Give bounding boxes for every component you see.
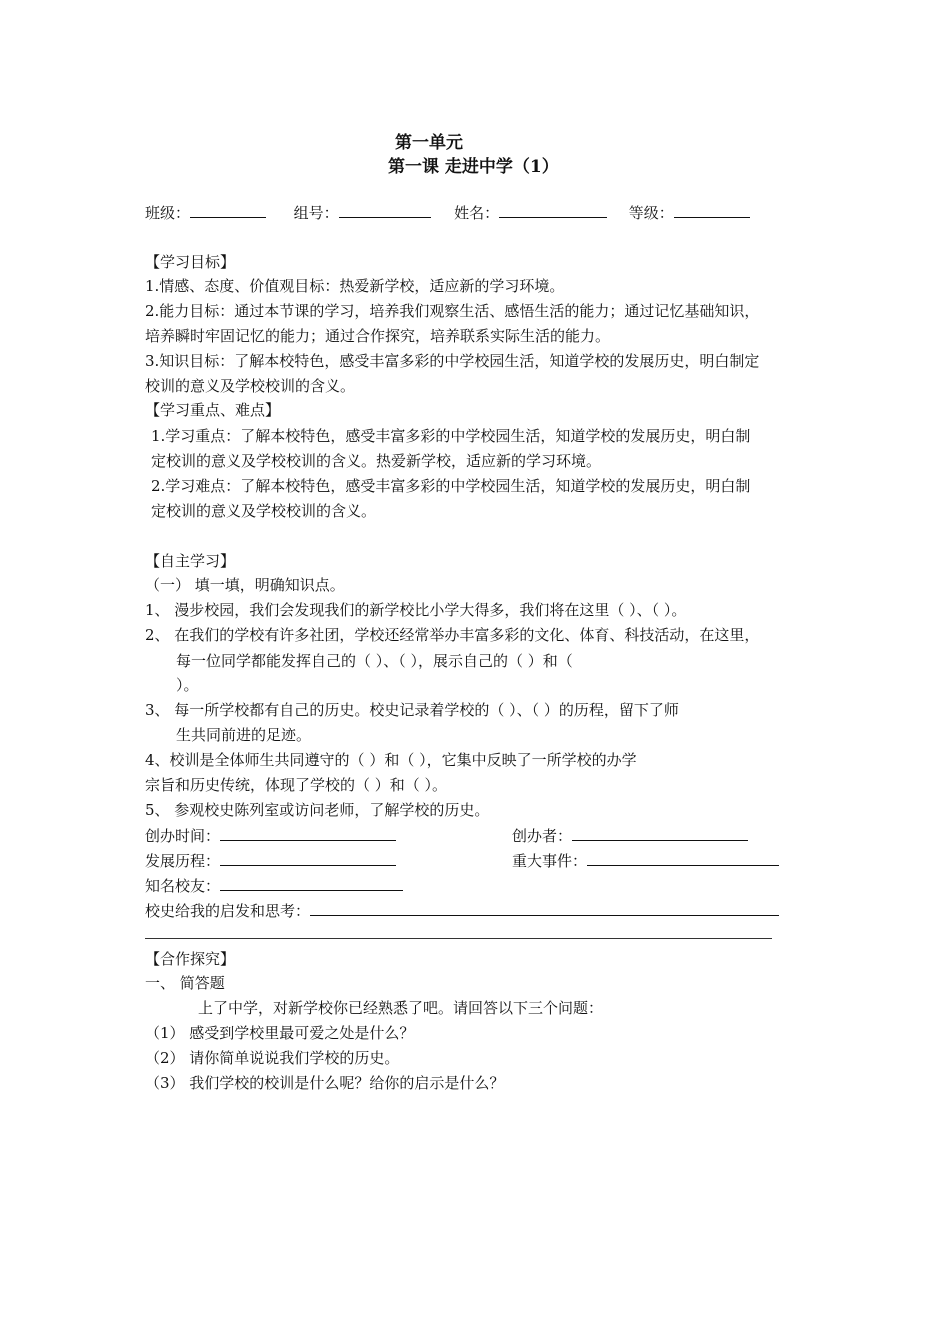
info-row [145,203,750,222]
event-label: 重大事件： [512,852,588,870]
coop-question-1: （1） 感受到学校里最可爱之处是什么？ [145,1024,415,1042]
coop-question-3: （3） 我们学校的校训是什么呢？给你的启示是什么？ [145,1074,505,1092]
question-4: 4、校训是全体师生共同遵守的（ ）和（ ），它集中反映了一所学校的办学 [145,751,637,769]
thoughts-field [145,901,779,920]
alumni-label: 知名校友： [145,877,221,895]
coop-question-2: （2） 请你简单说说我们学校的历史。 [145,1049,400,1067]
answer-line[interactable] [145,938,772,939]
self-study-subheading: （一） 填一填，明确知识点。 [145,576,345,594]
question-1: 1、 漫步校园，我们会发现我们的新学校比小学大得多，我们将在这里（ ）、（ ）。 [145,601,687,619]
founder-field [512,826,748,845]
thoughts-label: 校史给我的启发和思考： [145,902,311,920]
question-3: 3、 每一所学校都有自己的历史。校史记录着学校的（ ）、（ ）的历程，留下了师 [145,701,679,719]
founded-blank[interactable] [220,826,396,841]
self-study-heading: 【自主学习】 [145,552,236,570]
founder-blank[interactable] [572,826,748,841]
development-blank[interactable] [220,851,396,866]
grade-blank[interactable] [674,203,750,218]
event-blank[interactable] [587,851,779,866]
lesson-title: 第一课 走进中学（1） [388,157,559,177]
goal-line: 2.能力目标：通过本节课的学习，培养我们观察生活、感悟生活的能力；通过记忆基础知识， [145,302,760,320]
focus-heading: 【学习重点、难点】 [145,401,281,419]
goal-line: 校训的意义及学校校训的含义。 [145,377,356,395]
name-blank[interactable] [499,203,607,218]
focus-line: 定校训的意义及学校校训的含义。 [151,502,377,520]
coop-heading: 【合作探究】 [145,950,236,968]
founded-label: 创办时间： [145,827,221,845]
grade-label: 等级： [628,204,674,222]
group-label: 组号： [293,204,339,222]
question-4-cont: 宗旨和历史传统，体现了学校的（ ）和（ ）。 [145,776,448,794]
focus-line: 1.学习重点：了解本校特色，感受丰富多彩的中学校园生活，知道学校的发展历史，明白制 [151,427,751,445]
alumni-field [145,876,403,895]
short-answer-section: 一、 简答题 [145,974,225,992]
alumni-blank[interactable] [220,876,403,891]
goal-line: 1.情感、态度、价值观目标：热爱新学校，适应新的学习环境。 [145,277,565,295]
focus-line: 定校训的意义及学校校训的含义。热爱新学校，适应新的学习环境。 [151,452,602,470]
development-field [145,851,396,870]
question-2: 2、 在我们的学校有许多社团，学校还经常举办丰富多彩的文化、体育、科技活动，在这里， [145,626,760,644]
thoughts-blank[interactable] [310,901,779,916]
question-2-cont: 每一位同学都能发挥自己的（ ）、（ ），展示自己的（ ）和（ [176,652,573,670]
name-label: 姓名： [454,204,500,222]
coop-intro: 上了中学，对新学校你已经熟悉了吧。请回答以下三个问题： [198,999,604,1017]
founded-field [145,826,396,845]
goals-heading: 【学习目标】 [145,253,236,271]
group-blank[interactable] [339,203,431,218]
class-blank[interactable] [190,203,266,218]
event-field [512,851,779,870]
question-2-cont: ）。 [176,676,199,694]
goal-line: 培养瞬时牢固记忆的能力；通过合作探究，培养联系实际生活的能力。 [145,327,611,345]
unit-title: 第一单元 [395,133,463,153]
question-5: 5、 参观校史陈列室或访问老师，了解学校的历史。 [145,801,490,819]
class-label: 班级： [145,204,191,222]
focus-line: 2.学习难点：了解本校特色，感受丰富多彩的中学校园生活，知道学校的发展历史，明白制 [151,477,751,495]
question-3-cont: 生共同前进的足迹。 [176,726,312,744]
goal-line: 3.知识目标：了解本校特色，感受丰富多彩的中学校园生活，知道学校的发展历史，明白制定 [145,352,760,370]
development-label: 发展历程： [145,852,221,870]
founder-label: 创办者： [512,827,573,845]
